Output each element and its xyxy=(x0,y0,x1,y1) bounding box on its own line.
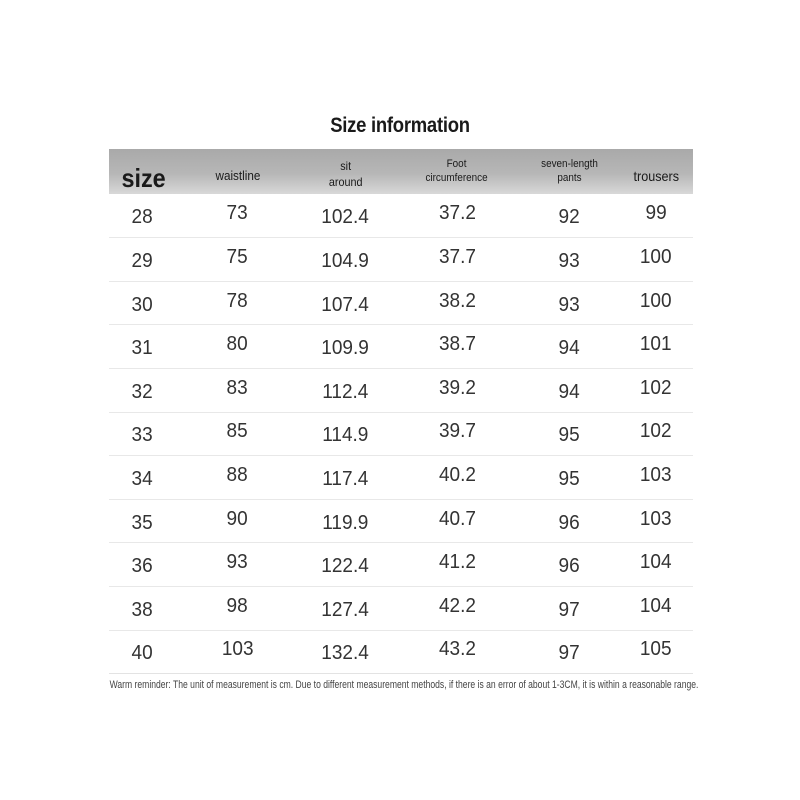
cell-value: 99 xyxy=(645,202,667,225)
cell-trousers xyxy=(619,194,693,238)
cell-value: 83 xyxy=(226,376,249,399)
cell-trousers xyxy=(619,412,693,456)
cell-seven-length-pants xyxy=(519,587,619,631)
cell-value: 40.2 xyxy=(438,464,476,487)
table-row xyxy=(109,369,693,413)
cell-foot-circumference xyxy=(395,587,519,631)
cell-trousers xyxy=(619,630,693,674)
table-row xyxy=(109,456,693,500)
cell-waistline xyxy=(179,325,296,369)
cell-waistline xyxy=(179,194,296,238)
cell-trousers xyxy=(619,543,693,587)
cell-foot-circumference xyxy=(395,238,519,282)
cell-trousers xyxy=(619,238,693,282)
cell-value: 102 xyxy=(640,420,672,443)
cell-sit-around xyxy=(296,194,395,238)
header-size-label: size xyxy=(121,163,167,193)
cell-size xyxy=(109,325,179,369)
cell-foot-circumference xyxy=(395,543,519,587)
cell-size xyxy=(109,369,179,413)
header-row xyxy=(109,149,693,194)
header-foot-line2: circumference xyxy=(425,172,489,185)
cell-value: 105 xyxy=(640,638,672,661)
cell-sit-around xyxy=(296,325,395,369)
cell-waistline xyxy=(179,238,296,282)
table-row xyxy=(109,412,693,456)
cell-foot-circumference xyxy=(395,630,519,674)
page-title: Size information xyxy=(330,114,470,137)
cell-value: 97 xyxy=(558,598,580,621)
cell-value: 104 xyxy=(640,594,672,617)
cell-seven-length-pants xyxy=(519,238,619,282)
cell-value: 97 xyxy=(558,642,580,665)
cell-sit-around xyxy=(296,412,395,456)
cell-value: 41.2 xyxy=(438,551,476,574)
cell-value: 127.4 xyxy=(321,598,370,621)
cell-value: 32 xyxy=(131,380,153,403)
cell-value: 107.4 xyxy=(321,293,370,316)
cell-value: 103 xyxy=(640,507,672,530)
cell-trousers xyxy=(619,456,693,500)
cell-value: 93 xyxy=(558,250,580,273)
table-row xyxy=(109,325,693,369)
header-sit-around-label xyxy=(329,158,363,190)
cell-foot-circumference xyxy=(395,369,519,413)
cell-trousers xyxy=(619,325,693,369)
cell-value: 38.2 xyxy=(438,289,476,312)
cell-value: 98 xyxy=(226,594,249,617)
cell-value: 30 xyxy=(131,293,153,316)
cell-value: 36 xyxy=(131,555,153,578)
cell-value: 85 xyxy=(226,420,249,443)
header-foot-circumference xyxy=(395,149,519,194)
cell-value: 39.2 xyxy=(438,376,476,399)
table-row xyxy=(109,238,693,282)
header-seven-length-pants xyxy=(519,149,619,194)
cell-waistline xyxy=(179,369,296,413)
cell-value: 100 xyxy=(640,246,672,269)
cell-value: 102 xyxy=(640,376,672,399)
cell-value: 112.4 xyxy=(322,380,369,403)
cell-value: 43.2 xyxy=(438,638,476,661)
cell-value: 114.9 xyxy=(322,424,369,447)
cell-foot-circumference xyxy=(395,412,519,456)
cell-size xyxy=(109,543,179,587)
cell-value: 109.9 xyxy=(321,337,370,360)
cell-waistline xyxy=(179,456,296,500)
table-body xyxy=(109,194,693,674)
size-table xyxy=(109,149,693,674)
cell-value: 37.7 xyxy=(438,246,476,269)
cell-size xyxy=(109,499,179,543)
cell-size xyxy=(109,412,179,456)
cell-seven-length-pants xyxy=(519,630,619,674)
header-seven-label xyxy=(541,157,598,187)
cell-value: 119.9 xyxy=(322,511,369,534)
table-row xyxy=(109,543,693,587)
header-trousers xyxy=(619,149,693,194)
cell-trousers xyxy=(619,369,693,413)
cell-sit-around xyxy=(296,238,395,282)
cell-size xyxy=(109,456,179,500)
table-row xyxy=(109,587,693,631)
cell-foot-circumference xyxy=(395,499,519,543)
cell-value: 39.7 xyxy=(438,420,476,443)
cell-seven-length-pants xyxy=(519,369,619,413)
cell-value: 94 xyxy=(558,337,580,360)
table-header xyxy=(109,149,693,194)
header-waistline-label: waistline xyxy=(215,168,260,183)
cell-sit-around xyxy=(296,587,395,631)
header-seven-line1: seven-length xyxy=(540,157,598,170)
cell-value: 101 xyxy=(640,333,672,356)
cell-seven-length-pants xyxy=(519,281,619,325)
cell-sit-around xyxy=(296,543,395,587)
header-size xyxy=(109,149,179,194)
cell-seven-length-pants xyxy=(519,194,619,238)
header-seven-line2: pants xyxy=(556,172,582,185)
header-trousers-label: trousers xyxy=(633,167,679,184)
table-row xyxy=(109,281,693,325)
cell-value: 92 xyxy=(558,206,580,229)
warm-reminder: Warm reminder: The unit of measurement is cm. Due to different measurement methods, if there is an error of about 1-3CM, it is within a reasonable range. xyxy=(109,679,699,691)
cell-foot-circumference xyxy=(395,194,519,238)
cell-waistline xyxy=(179,587,296,631)
cell-value: 40 xyxy=(131,642,153,665)
cell-value: 75 xyxy=(226,246,249,269)
cell-value: 38.7 xyxy=(438,333,476,356)
cell-value: 90 xyxy=(226,507,249,530)
cell-value: 104 xyxy=(640,551,672,574)
cell-value: 37.2 xyxy=(438,202,476,225)
cell-value: 88 xyxy=(226,464,249,487)
cell-size xyxy=(109,194,179,238)
cell-value: 34 xyxy=(131,468,153,491)
cell-value: 38 xyxy=(131,598,153,621)
cell-value: 29 xyxy=(131,250,153,273)
cell-waistline xyxy=(179,630,296,674)
cell-seven-length-pants xyxy=(519,543,619,587)
cell-value: 132.4 xyxy=(321,642,370,665)
header-waistline xyxy=(179,149,296,194)
header-foot-line1: Foot xyxy=(447,157,467,170)
cell-value: 122.4 xyxy=(321,555,370,578)
table-row xyxy=(109,194,693,238)
table-row xyxy=(109,630,693,674)
cell-value: 95 xyxy=(558,424,580,447)
cell-foot-circumference xyxy=(395,325,519,369)
cell-value: 42.2 xyxy=(438,594,476,617)
cell-value: 73 xyxy=(226,202,249,225)
cell-value: 33 xyxy=(131,424,153,447)
cell-value: 80 xyxy=(226,333,249,356)
cell-trousers xyxy=(619,587,693,631)
cell-sit-around xyxy=(296,369,395,413)
cell-sit-around xyxy=(296,281,395,325)
cell-waistline xyxy=(179,281,296,325)
cell-value: 94 xyxy=(558,380,580,403)
cell-value: 102.4 xyxy=(321,206,370,229)
header-sit-line2: around xyxy=(328,175,363,190)
cell-waistline xyxy=(179,499,296,543)
cell-sit-around xyxy=(296,456,395,500)
cell-waistline xyxy=(179,543,296,587)
header-foot-label xyxy=(426,157,488,187)
cell-value: 40.7 xyxy=(438,507,476,530)
cell-value: 103 xyxy=(640,464,672,487)
cell-value: 93 xyxy=(558,293,580,316)
cell-waistline xyxy=(179,412,296,456)
header-sit-line1: sit xyxy=(340,158,351,173)
cell-size xyxy=(109,587,179,631)
cell-value: 31 xyxy=(131,337,153,360)
cell-value: 103 xyxy=(221,638,254,661)
cell-size xyxy=(109,238,179,282)
cell-value: 117.4 xyxy=(322,468,369,491)
cell-seven-length-pants xyxy=(519,499,619,543)
cell-value: 96 xyxy=(558,555,580,578)
header-sit-around xyxy=(296,149,395,194)
cell-value: 78 xyxy=(226,289,249,312)
cell-value: 35 xyxy=(131,511,153,534)
cell-value: 104.9 xyxy=(321,250,370,273)
table-row xyxy=(109,499,693,543)
cell-seven-length-pants xyxy=(519,456,619,500)
cell-sit-around xyxy=(296,499,395,543)
cell-value: 96 xyxy=(558,511,580,534)
cell-trousers xyxy=(619,499,693,543)
cell-seven-length-pants xyxy=(519,325,619,369)
cell-size xyxy=(109,281,179,325)
cell-value: 93 xyxy=(226,551,249,574)
cell-foot-circumference xyxy=(395,281,519,325)
cell-sit-around xyxy=(296,630,395,674)
cell-trousers xyxy=(619,281,693,325)
cell-foot-circumference xyxy=(395,456,519,500)
cell-seven-length-pants xyxy=(519,412,619,456)
cell-value: 28 xyxy=(131,206,153,229)
cell-size xyxy=(109,630,179,674)
cell-value: 100 xyxy=(640,289,672,312)
cell-value: 95 xyxy=(558,468,580,491)
